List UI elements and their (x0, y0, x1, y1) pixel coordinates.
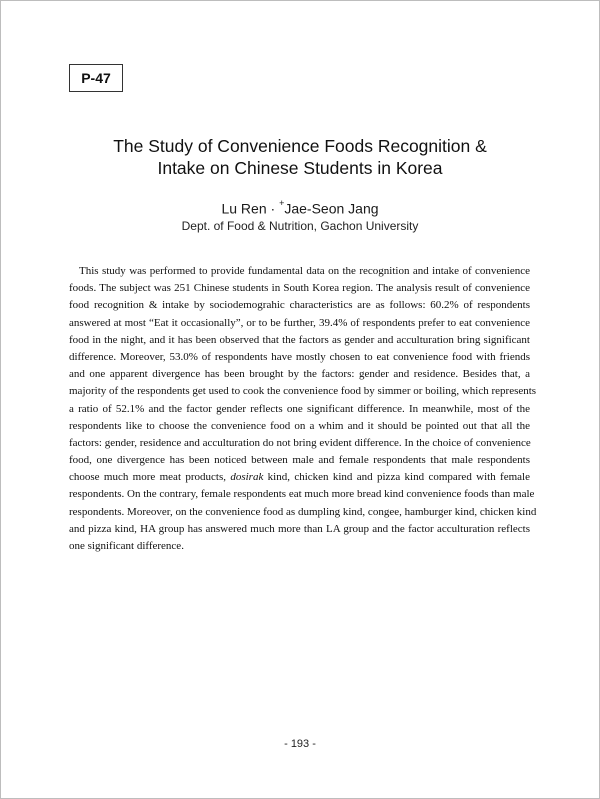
paper-code-box: P-47 (69, 64, 123, 92)
abstract-line: food, one divergence has been noticed between male and female respondents that male respondents (69, 454, 530, 467)
affiliation: Dept. of Food & Nutrition, Gachon University (181, 219, 419, 233)
abstract-line: and pizza kind, HA group has answered much more than LA group and the factor acculturation reflects (69, 522, 530, 535)
abstract-line: factors: gender, residence and acculturation do not bring evident difference. In the choice of convenience (69, 436, 531, 449)
page-number: - 193 - (284, 738, 316, 750)
corresponding-author-mark: + (279, 198, 285, 208)
abstract-line-part: choose much more meat products, (69, 471, 231, 484)
author-list (150, 196, 450, 218)
abstract-line: and one apparent divergence has been brought by the factors: gender and residence. Besides that, a (69, 368, 530, 381)
abstract-line: food recognition & intake by sociodemograhic characteristics are as follows: 60.2% of respondents (69, 299, 530, 312)
author-separator: · (270, 200, 276, 217)
abstract-line: This study was performed to provide fundamental data on the recognition and intake of convenience (79, 265, 530, 277)
abstract-line: respondents. Moreover, on the convenience food as dumpling kind, congee, hamburger kind, chicken kind (69, 505, 537, 518)
abstract-line: difference. Moreover, 53.0% of respondents have mostly chosen to eat convenience food with friends (69, 350, 530, 363)
paper-title (60, 135, 540, 179)
abstract-line: respondents. On the contrary, female respondents eat much more bread kind convenience foods than male (69, 488, 535, 501)
abstract-line: majority of the respondents get used to cook the convenience food by simmer or boiling, which represents (69, 385, 537, 398)
abstract-line-with-italic (69, 469, 530, 486)
title-line-2: Intake on Chinese Students in Korea (157, 158, 443, 178)
italic-term: dosirak (230, 471, 264, 484)
abstract-body (69, 263, 537, 555)
author-2: Jae-Seon Jang (284, 200, 379, 217)
abstract-line-part: kind, chicken kind and pizza kind compared with female (263, 471, 530, 484)
abstract-line: food in the night, and it has been observed that the factors as gender and acculturation bring significant (69, 333, 530, 346)
title-line-1: The Study of Convenience Foods Recognition & (113, 136, 487, 156)
abstract-line: a ratio of 52.1% and the factor gender reflects one significant difference. In meanwhile, most of the (69, 402, 530, 415)
abstract-line: foods. The subject was 251 Chinese students in South Korea region. The analysis result of convenience (69, 282, 530, 295)
abstract-line: one significant difference. (69, 540, 184, 552)
abstract-line: answered at most “Eat it occasionally”, or to be further, 39.4% of respondents prefer to eat convenience (69, 316, 530, 329)
author-1: Lu Ren (221, 200, 267, 217)
abstract-line: respondents like to choose the convenience food on a whim and it should be pointed out that all the (69, 419, 530, 432)
